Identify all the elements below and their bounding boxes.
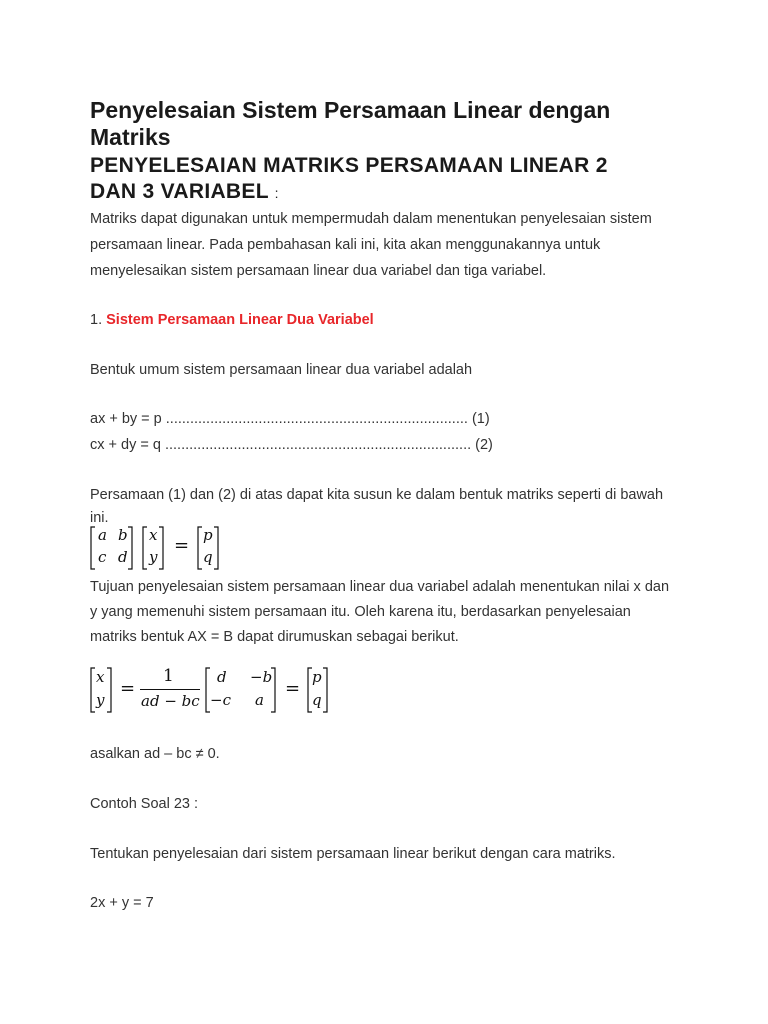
- solution-q: q: [312, 691, 322, 709]
- equation-1: ax + by = p ........................................................................... (1): [90, 411, 490, 427]
- goal-line-2: y yang memenuhi sistem persamaan itu. Oleh karena itu, berdasarkan penyelesaian: [90, 604, 631, 620]
- intro-line-2: persamaan linear. Pada pembahasan kali ini, kita akan menggunakannya untuk: [90, 237, 601, 253]
- section-heading-line-1: PENYELESAIAN MATRIKS PERSAMAAN LINEAR 2: [90, 154, 608, 177]
- section-heading-colon: :: [274, 185, 279, 201]
- page-title-line-2: Matriks: [90, 124, 171, 150]
- goal-line-1: Tujuan penyelesaian sistem persamaan linear dua variabel adalah menentukan nilai x dan: [90, 579, 670, 595]
- matrix-equation: [90, 524, 230, 572]
- section-heading-text: DAN 3 VARIABEL: [90, 180, 269, 203]
- goal-line-3: matriks bentuk AX = B dapat dirumuskan sebagai berikut.: [90, 629, 459, 645]
- equals-sign-2: =: [285, 678, 301, 699]
- vector-b-2: q: [203, 548, 213, 566]
- subsection-heading: [90, 311, 374, 329]
- equation-2: cx + dy = q ............................................................................ (2): [90, 437, 493, 453]
- page-title-line-1: Penyelesaian Sistem Persamaan Linear dengan: [90, 97, 611, 123]
- equals-sign: =: [174, 535, 190, 556]
- solution-x: x: [96, 668, 105, 686]
- equals-sign-1: =: [120, 678, 136, 699]
- matrix-intro-line-1: Persamaan (1) dan (2) di atas dapat kita susun ke dalam bentuk matriks seperti di bawah: [90, 487, 664, 503]
- fraction-bar: [140, 689, 200, 690]
- matrix-a-11: a: [98, 526, 107, 544]
- section-heading-line-2: [90, 178, 279, 207]
- intro-line-3: menyelesaikan sistem persamaan linear dua variabel dan tiga variabel.: [90, 263, 547, 279]
- example-equation-1: 2x + y = 7: [90, 895, 154, 911]
- adj-12: −b: [250, 668, 273, 686]
- solution-y: y: [96, 691, 105, 709]
- matrix-a-12: b: [118, 526, 128, 544]
- subsection-title: Sistem Persamaan Linear Dua Variabel: [106, 312, 374, 328]
- adj-21: −c: [210, 691, 231, 709]
- adj-11: d: [217, 668, 227, 686]
- subsection-number: 1.: [90, 312, 103, 328]
- intro-line-1: Matriks dapat digunakan untuk mempermudah dalam menentukan penyelesaian sistem: [90, 211, 652, 227]
- adj-22: a: [255, 691, 264, 709]
- solution-formula: [90, 664, 330, 716]
- matrix-a-21: c: [98, 548, 107, 566]
- fraction-denominator: ad − bc: [141, 692, 200, 710]
- solution-p: p: [312, 668, 322, 686]
- example-label: Contoh Soal 23 :: [90, 796, 199, 812]
- fraction-numerator: 1: [163, 666, 174, 686]
- vector-b-1: p: [203, 526, 213, 544]
- matrix-a-22: d: [118, 548, 128, 566]
- general-form-text: Bentuk umum sistem persamaan linear dua variabel adalah: [90, 362, 473, 378]
- vector-x-1: x: [149, 526, 158, 544]
- example-task: Tentukan penyelesaian dari sistem persamaan linear berikut dengan cara matriks.: [90, 846, 616, 862]
- condition-text: asalkan ad – bc ≠ 0.: [90, 746, 220, 762]
- matrix-intro-line-2: ini.: [90, 510, 109, 526]
- vector-x-2: y: [149, 548, 158, 566]
